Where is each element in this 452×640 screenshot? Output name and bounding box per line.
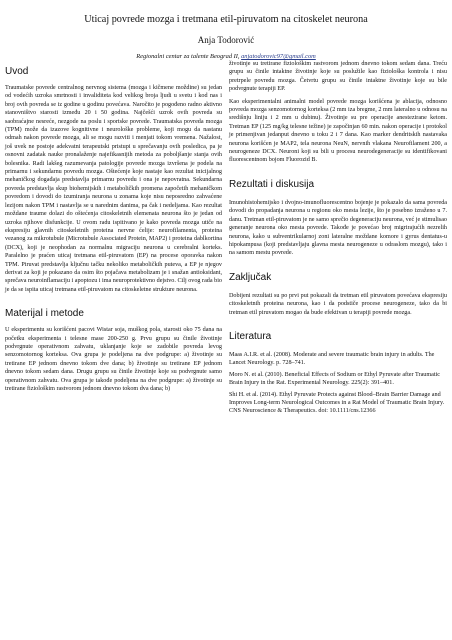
heading-references: Literatura	[229, 330, 272, 342]
paper-author: Anja Todorović	[197, 35, 255, 45]
affiliation-text: Regionalni centar za talente Beograd II,	[136, 53, 240, 60]
heading-conclusion: Zaključak	[229, 271, 272, 283]
methods-text-continued: životinje su tretirane fiziološkim rastvorom jednom dnevno tokom sedam dana. Treću grupu su činile intaktne životinje koje su poslužile kao fiziološka kontrola i nisu pretrpele povredu mozga. Četvrtu grupu su činile intaktne životinje koje su bile podvrgnute terapiji EP.	[229, 61, 447, 93]
heading-intro: Uvod	[5, 66, 29, 77]
heading-results: Rezultati i diskusija	[229, 178, 315, 190]
reference-item: Maas A.I.R. et al. (2008). Moderate and severe traumatic brain injury in adults. The Lancet Neurology. p. 728–741.	[229, 351, 435, 367]
reference-item: Moro N. et al. (2010). Beneficial Effects of Sodium or Ethyl Pyruvate after Traumatic Brain Injury in the Rat. Experimental Neurology. 225(2): 391–401.	[229, 371, 441, 387]
left-column	[5, 56, 222, 393]
email-link[interactable]: anjatodorovic97@gmail.com	[241, 53, 316, 60]
paper-title: Uticaj povrede mozga i tretmana etil-piruvatom na citoskelet neurona	[84, 14, 368, 25]
conclusion-text: Dobijeni rezultati su po prvi put pokazali da tretman etil piruvatom povećava ekspresiju citoskeletnih proteina neurona, kao i da podstiče procese neurogeneze, tako da bi tretman etil piruvatom mogao da bude efektivan u terapiji povrede mozga.	[229, 292, 447, 316]
right-column	[229, 0, 447, 419]
heading-methods: Materijal i metode	[5, 308, 84, 320]
methods-text: U eksperimentu su korišćeni pacovi Wistar soja, muškog pola, starosti oko 75 dana na početku eksperimenta i telesne mase 200-250 g. Prvu grupu su činile životinje podvrgnute operativnom zahvatu, uklanjanje koje se zadobile povreda levog senzomotornog korteksa. Ova grupa je podeljena na dve podgrupe: a) životinje su tretirane EP jednom dnevno tokom dve dana; b) životinje su tretirane EP jednom dnevno tokom sedam dana. Drugu grupu su činile životinje koje su podvrgnute samo operativnom zahvatu. Ova grupa je takođe podeljena na dve podgrupe: a) životinje su tretirane fiziološkim rastvorom jednom dnevno tokom dva dana; b)	[5, 327, 222, 392]
reference-item: Shi H. et al. (2014). Ethyl Pyruvate Protects against Blood–Brain Barrier Damage and Improves Long-term Neurological Outcomes in a Rat Model of Traumatic Brain Injury. CNS Neuroscience & Therapeutics. doi: 10.1111/cns.12366	[229, 391, 445, 415]
intro-text: Traumatske povrede centralnog nervnog sistema (mozga i kičmene moždine) su jedan od vodećih uzroka smrtnosti i invaliditeta kod velikog broja ljudi u svetu i kod nas i broj ovih povreda se iz godine u godinu povećava. Naročito je pogođeno radno aktivno stanovništvo starosti između 20 i 50 godina. Najčešći uzrok ovih povreda su saobraćajne nesreće, nezgode na poslu i sportske povrede. Traumatska povreda mozga (TPM) može da izazove kognitivne i neurološke probleme, koji mogu da nastanu odmah nakon povrede mozga, ali se mogu razviti i menjati tokom vremena. Nažalost, još uvek ne postoje adekvatni terapeutski pristupi u sprečavanju ovih posledica, pa je osnovni zadatak nauke pronalaženje najefikasnijih metoda za poboljšanje stanja ovih bolesnika. Radi lakšeg razumevanja patologije povrede mozga izvršena je podela na primarnu i sekundarnu povredu mozga. Oštećenje koje nastaje kao rezultat inicijalnog mehaničkog događaja predstavlja primarnu povredu i ona je nepovratna. Sekundarna povreda predstavlja skup biohemijskih i metaboličkih promena započetih mehaničkom povredom i dovodi do izumiranja neurona u zonama koje nisu neposredno zahvaćene lezijom nakon TPM i nastavlja se u narednim danima, pa čak i nedeljama. Kao rezultat moždane traume dolazi do oštećenja citoskeletnih elemenata neurona što je jedan od uzroka njihove disfunkcije. U ovom radu ispitivano je kako povreda mozga utiče na ekspresiju glavnih citoskeletnih proteina nervne ćelije: neurofilamenta, proteina vezanog za mikrotubule (Microtubule Associated Protein, MAP2) i proteina dablkortina (DCX), koji je neophodan za normalnu migraciju neurona u cerebralni korteks. Paralelno je praćen uticaj tretmana etil-piruvatom (EP) na procese oporavka nakon TPM. Piruvat predstavlja ključnu tačku nekoliko metaboličkih puteva, a EP je njegov derivat za koji je pokazano da osim što pojačava metabolizam je i snažan antioksidant, sprečava neuroinflamaciju i apoptozu i ima neuroprotektivno dejstvo. Cilj ovog rada bio je da se ispita uticaj tretmana etil-piruvatom na citoskeletne strukture neurona.	[5, 85, 222, 293]
results-text: Imunohistohemijsko i dvojno-imunofluorescentno bojenje je pokazalo da sama povreda dovodi do propadanja neurona u regionu oko mesta lezije, što je posebno izraženo u 7. danu. Tretman etil-piruvatom je ne samo sprečio degeneraciju neurona, već je stimulisao generanje neurona oko mesta povrede. Takođe je povećao broj migrirajućih nezrelih neurona, kako u subventrikularnoj zoni lateralne moždane komore i gyrus dentatus-u hipokampusa (koji predstavljaju glavna mesta neurogeneze u odraslom mozgu), tako i na samom mestu povrede.	[229, 199, 447, 257]
methods-text-2: Kao eksperimentalni animalni model povrede mozga korišćena je ablacija, odnosno povreda mozga senzomotornog korteksa (2 mm iza bregme, 2 mm lateralno u odnosu na središnju liniju i 2 mm u dubinu). Životinje su pre operacije anestezirane ketom. Tretman EP (125 mg/kg telesne težine) je započinjan 60 min. nakon operacije i protokol je primenjivan jedanput dnevno u toku 2 i 7 dana. Kao marker dendritskih nastavaka neurona korišćen je MAP2, tela neurona NeuN, nervnih vlakana Neurofilament 200, a neurogeneze DCX. Neuroni koji su bili u procesu neurodegeneracije su identifikovani fluorescentnom bojom Fluorozid B.	[229, 98, 447, 164]
